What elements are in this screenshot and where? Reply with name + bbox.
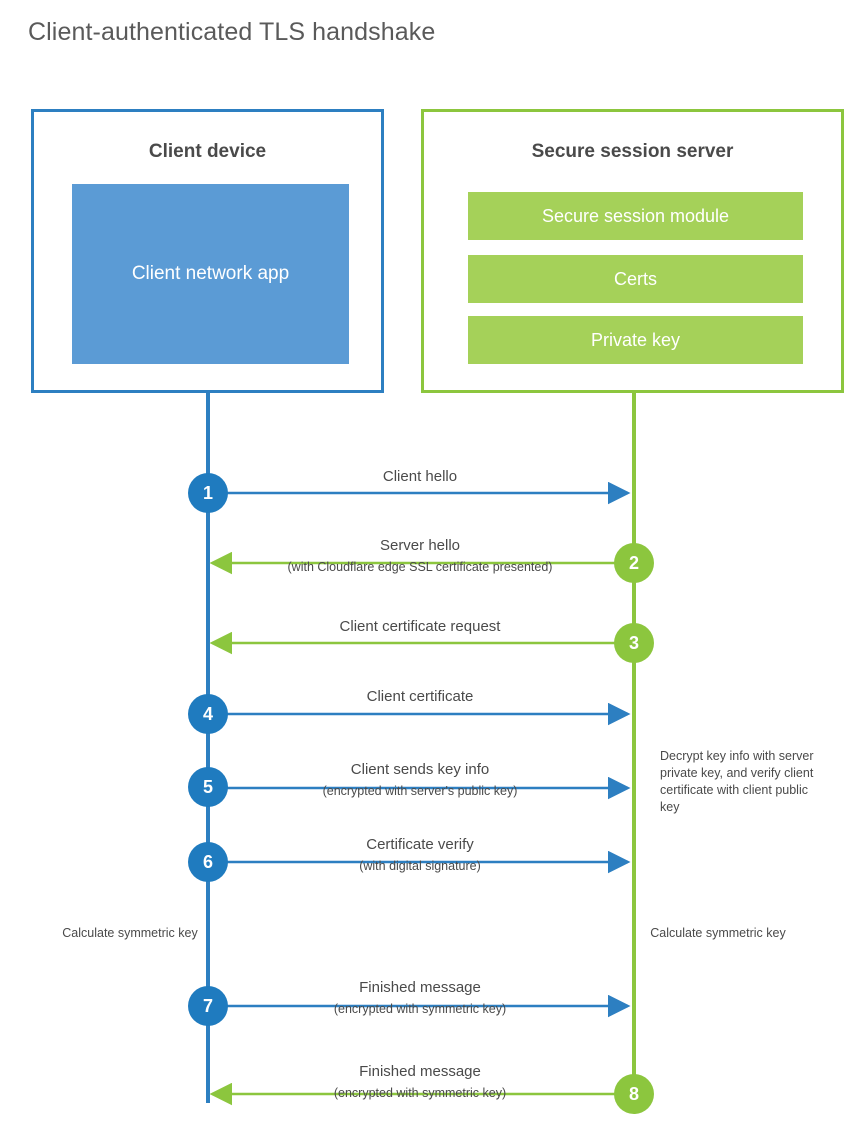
step-circle-4: 4	[188, 694, 228, 734]
step-sublabel-8: (encrypted with symmetric key)	[333, 1086, 507, 1100]
step-label-5	[210, 761, 630, 798]
note-client-calculate-symmetric-key: Calculate symmetric key	[62, 926, 198, 940]
server-module-certs: Certs	[468, 255, 803, 303]
note-server-decrypt: Decrypt key info with server private key, and verify client certificate with client public key	[660, 749, 814, 814]
step-circle-5: 5	[188, 767, 228, 807]
secure-session-server-title: Secure session server	[531, 141, 734, 162]
server-module-secure-session: Secure session module	[468, 192, 803, 240]
step-label-6	[210, 836, 630, 873]
step-label-4	[210, 688, 630, 705]
server-lifeline	[632, 393, 636, 1100]
step-label-7	[210, 979, 630, 1016]
note-server-calculate-symmetric-key: Calculate symmetric key	[650, 926, 786, 940]
step-sublabel-5: (encrypted with server's public key)	[322, 784, 518, 798]
step-label-8-text: Finished message	[359, 1063, 481, 1080]
step-label-1	[210, 468, 630, 485]
step-circle-7: 7	[188, 986, 228, 1026]
step-sublabel-7: (encrypted with symmetric key)	[333, 1002, 507, 1016]
step-label-4-text: Client certificate	[366, 688, 474, 705]
step-circle-1: 1	[188, 473, 228, 513]
page-title: Client-authenticated TLS handshake	[28, 18, 436, 46]
step-label-2-text: Server hello	[379, 537, 461, 554]
step-circle-8: 8	[614, 1074, 654, 1114]
step-label-1-text: Client hello	[382, 468, 458, 485]
step-label-3-text: Client certificate request	[339, 618, 501, 635]
client-device-title: Client device	[148, 141, 267, 162]
step-circle-2: 2	[614, 543, 654, 583]
client-device-box	[31, 109, 384, 393]
step-label-5-text: Client sends key info	[350, 761, 490, 778]
step-label-3	[210, 618, 630, 635]
step-label-8	[210, 1063, 630, 1100]
client-network-app-block: Client network app	[72, 184, 349, 364]
secure-session-server-box	[421, 109, 844, 393]
step-circle-3: 3	[614, 623, 654, 663]
step-sublabel-2: (with Cloudflare edge SSL certificate presented)	[287, 560, 553, 574]
step-sublabel-6: (with digital signature)	[359, 859, 481, 873]
step-label-6-text: Certificate verify	[366, 836, 474, 853]
step-label-7-text: Finished message	[359, 979, 481, 996]
step-circle-6: 6	[188, 842, 228, 882]
server-module-private-key: Private key	[468, 316, 803, 364]
step-label-2	[210, 537, 630, 574]
